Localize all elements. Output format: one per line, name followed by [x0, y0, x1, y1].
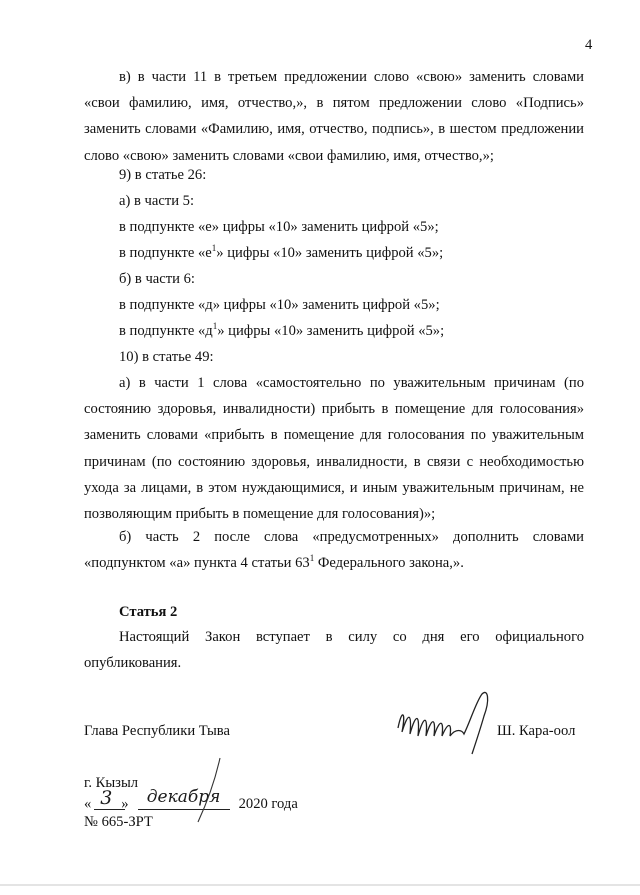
date-day: 3	[100, 787, 113, 809]
item-v-paragraph: в) в части 11 в третьем предложении слово «свою» заменить словами «свои фамилию, имя, отчество,», в пятом предложении слово «Подпись» заменить словами «Фамилию, имя, отчество, подпись», в шестом предложении слово «свою» заменить словами «свои фамилию, имя, отчество,»;	[84, 69, 584, 164]
item-9b-line-2	[119, 322, 444, 340]
signature-name: Ш. Кара-оол	[497, 723, 576, 739]
scan-edge-line	[0, 884, 640, 886]
item-9a: а) в части 5:	[119, 193, 195, 209]
item-9b-line-2-post: » цифры «10» заменить цифрой «5»;	[217, 323, 445, 339]
superscript: 1	[309, 553, 315, 564]
article2-heading: Статья 2	[119, 604, 178, 620]
item-10b-pre: б) часть 2 после слова «предусмотренных» дополнить словами «подпунктом «а» пункта 4 статьи 63	[84, 529, 584, 572]
item-10: 10) в статье 49:	[119, 349, 214, 365]
handwriting-stroke	[190, 756, 230, 826]
signature-image	[390, 688, 500, 758]
item-10a-paragraph: а) в части 1 слова «самостоятельно по уважительным причинам (по состоянию здоровья, инвалидности) прибыть в помещение для голосования» заменить словами «прибыть в помещение для голосования по уважительным причинам (по состоянию здоровья, инвалидности, в связи с необходимостью ухода за лицами, в этом нуждающимися, и иным уважительным причинам, не позволяющим прибыть в помещение для голосования)»;	[84, 375, 584, 523]
signature-position: Глава Республики Тыва	[84, 723, 230, 739]
date-day-underline	[94, 809, 125, 810]
superscript: 1	[211, 243, 217, 253]
date-open-quote: «	[84, 796, 92, 812]
handwriting-stroke-path	[198, 758, 220, 822]
item-10b-post: Федерального закона,».	[314, 555, 464, 572]
date-year: 2020 года	[238, 796, 298, 812]
signature-stroke	[398, 692, 488, 754]
item-9b: б) в части 6:	[119, 271, 195, 287]
item-10b-paragraph	[84, 524, 584, 576]
item-9b-line-2-pre: в подпункте «д	[119, 323, 213, 339]
item-9a-line-2-pre: в подпункте «е	[119, 245, 212, 261]
item-9a-line-2	[119, 244, 443, 262]
item-9a-line-2-post: » цифры «10» заменить цифрой «5»;	[216, 245, 444, 261]
item-9: 9) в статье 26:	[119, 167, 207, 183]
page-number: 4	[585, 37, 593, 53]
item-9a-line-1: в подпункте «е» цифры «10» заменить цифрой «5»;	[119, 219, 439, 235]
article2-text: Настоящий Закон вступает в силу со дня его официального опубликования.	[84, 629, 584, 672]
footer-city: г. Кызыл	[84, 775, 139, 791]
item-9b-line-1: в подпункте «д» цифры «10» заменить цифрой «5»;	[119, 297, 440, 313]
footer-number: № 665-ЗРТ	[84, 814, 153, 830]
superscript: 1	[212, 321, 218, 331]
date-month: декабря	[146, 787, 221, 807]
date-close-quote: »	[121, 796, 129, 812]
